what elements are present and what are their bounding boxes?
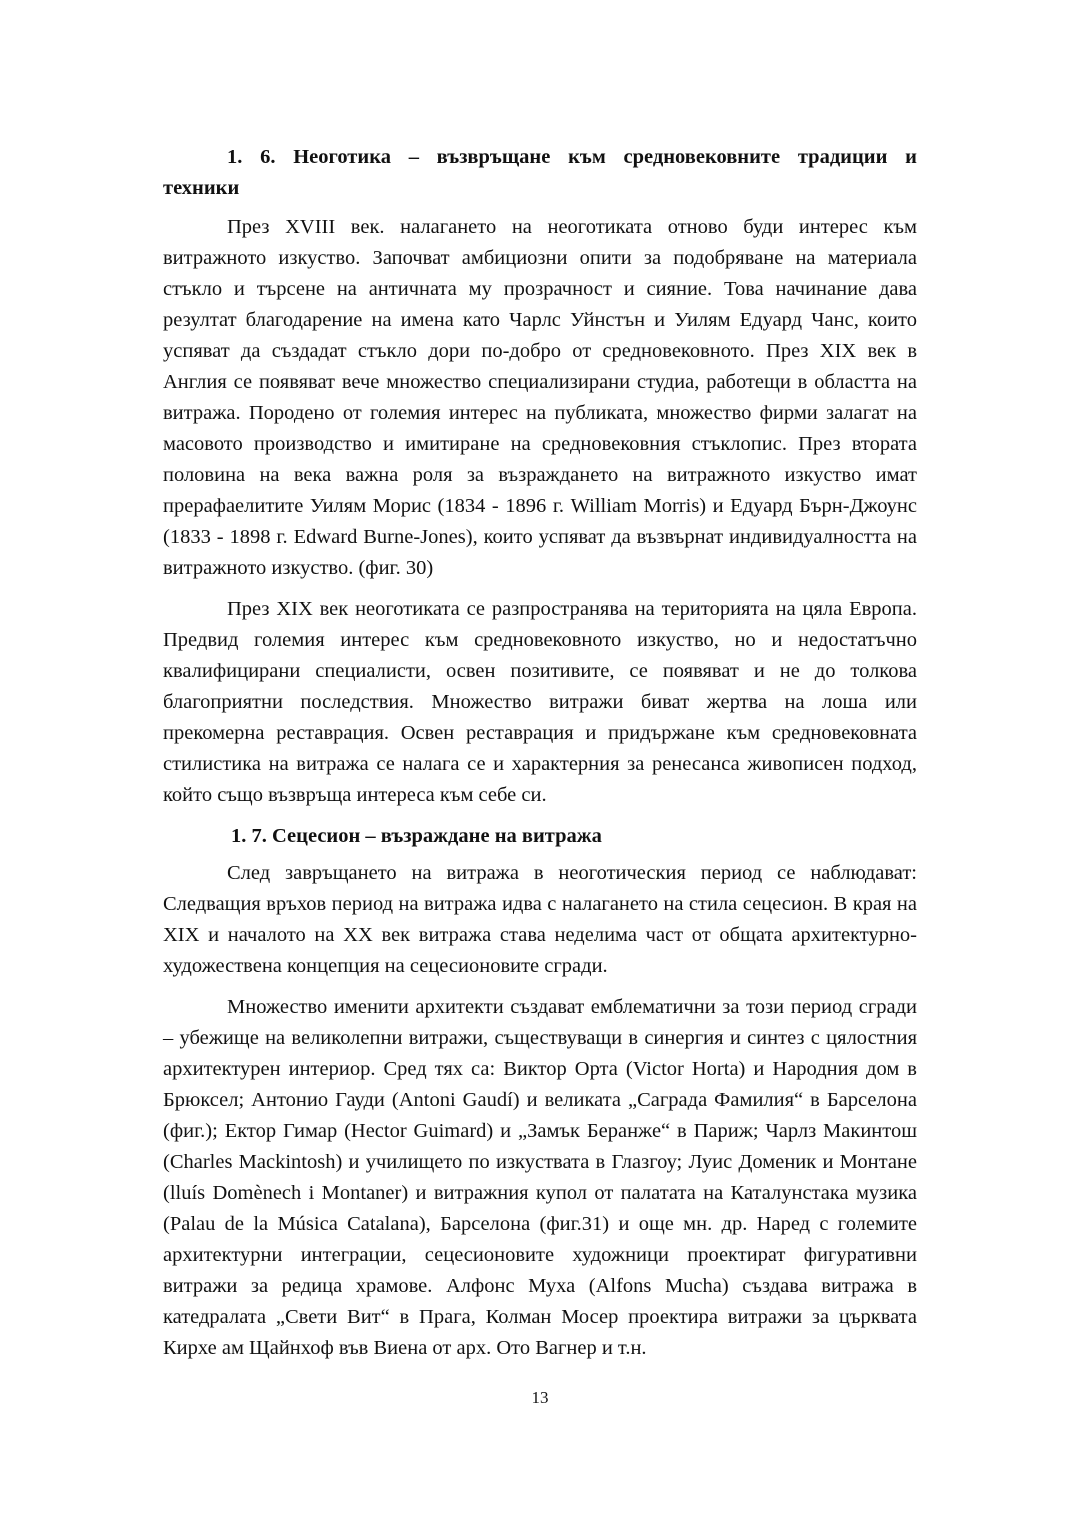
paragraph-neogothic-1: През XVIII век. налагането на неоготиката отново буди интерес към витражното изкуство. Започват амбициозни опити за подобряване на материала стъкло и търсене на античната му прозрачност и сияние. Това начинание дава резултат благодарение на имена като Чарлс Уйнстън и Уилям Едуард Чанс, които успяват да създадат стъкло дори по-добро от средновековното. През XIX век в Англия се появяват вече множество специализирани студиа, работещи в областта на витража. Породено от големия интерес на публиката, множество фирми залагат на масовото производство и имитиране на средновековния стъклопис. През втората половина на века важна роля за възраждането на витражното изкуство имат прерафаелитите Уилям Морис (1834 - 1896 г. William Morris) и Едуард Бърн-Джоунс (1833 - 1898 г. Edward Burne-Jones), които успяват да възвърнат индивидуалността на витражното изкуство. (фиг. 30) — [163, 216, 917, 579]
paragraph-neogothic-2: През XIX век неоготиката се разпространява на територията на цяла Европа. Предвид големия интерес към средновековното изкуство, но и недостатъчно квалифицирани специалисти, освен позитивите, се появяват и не до толкова благоприятни последствия. Множество витражи биват жертва на лоша или прекомерна реставрация. Освен реставрация и придържане към средновековната стилистика на витража се налага се и характерния за ренесанса живописен подход, който също възвръща интереса към себе си. — [163, 598, 917, 806]
page-number: 13 — [531, 1388, 549, 1407]
section-heading-neogothic: 1. 6. Неоготика – възвръщане към средновековните традиции и техники — [163, 146, 917, 199]
paragraph-secession-1: След завръщането на витража в неоготическия период се наблюдават: Следващия връхов период на витража идва с налагането на стила сецесион. В края на XIX и началото на XX век витража става неделима част от общата архитектурно-художествена концепция на сецесионовите сгради. — [163, 862, 917, 977]
page-content — [163, 142, 917, 1374]
section-heading-secession: 1. 7. Сецесион – възраждане на витража — [231, 825, 602, 847]
paragraph-secession-2: Множество именити архитекти създават емблематични за този период сгради – убежище на великолепни витражи, съществуващи в синергия и синтез с цялостния архитектурен интериор. Сред тях са: Виктор Орта (Victor Horta) и Народния дом в Брюксел; Антонио Гауди (Antoni Gaudí) и великата „Саграда Фамилия“ в Барселона (фиг.); Ектор Гимар (Hector Guimard) и „Замък Беранже“ в Париж; Чарлз Макинтош (Charles Mackintosh) и училището по изкуствата в Глазгоу; Луис Доменик и Монтане (lluís Domènech i Montaner) и витражния купол от палатата на Каталунстака музика (Palau de la Música Catalana), Барселона (фиг.31) и още мн. др. Наред с големите архитектурни интеграции, сецесионовите художници проектират фигуративни витражи за редица храмове. Алфонс Муха (Alfons Mucha) създава витража в катедралата „Свети Вит“ в Прага, Колман Мосер проектира витражи за църквата Кирхе ам Щайнхоф във Виена от арх. Ото Вагнер и т.н. — [163, 996, 917, 1359]
